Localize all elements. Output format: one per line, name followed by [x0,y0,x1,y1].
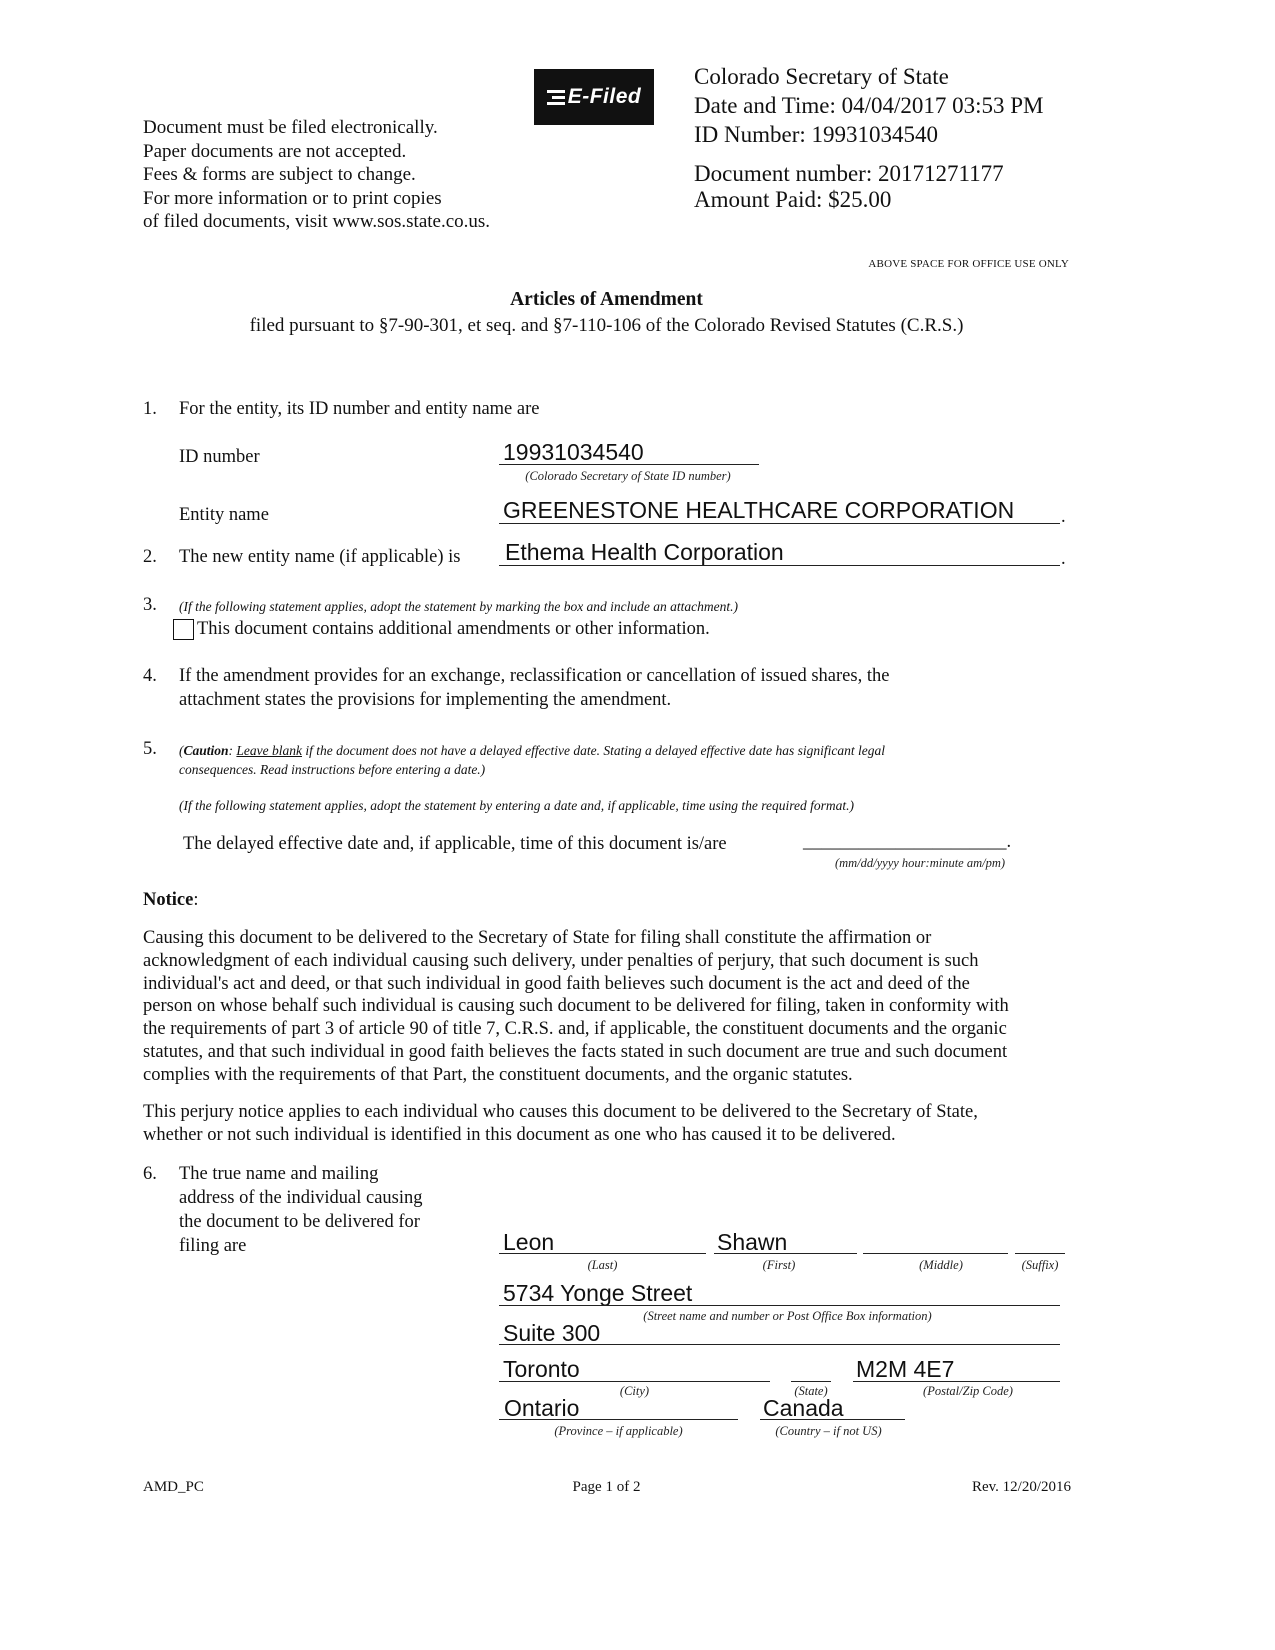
caution-text: if the document does not have a delayed effective date. Stating a delayed effective date has significant legal [302,743,885,758]
document-subtitle: filed pursuant to §7-90-301, et seq. and §7-110-106 of the Colorado Revised Statutes (C.R.S.) [249,315,964,336]
office-use-label: ABOVE SPACE FOR OFFICE USE ONLY [868,258,1069,270]
delayed-date-caption: (mm/dd/yyyy hour:minute am/pm) [834,856,1006,870]
notice-line: the requirements of part 3 of article 90 of title 7, C.R.S. and, if applicable, the constituent documents and the organic [143,1019,1007,1040]
street2-underline [499,1344,1060,1345]
middle-caption: (Middle) [919,1258,963,1272]
country-caption: (Country – if not US) [775,1424,882,1438]
item-number: 2. [143,547,157,567]
province-caption: (Province – if applicable) [554,1424,683,1438]
state-caption: (State) [794,1384,828,1398]
item3-instruction: (If the following statement applies, adopt the statement by marking the box and include an attachment.) [179,599,739,614]
country-field[interactable]: Canada [763,1395,844,1421]
delayed-date-field[interactable]: ______________________. [803,832,1012,852]
id-number-underline [499,464,759,465]
last-name-field[interactable]: Leon [503,1229,555,1255]
document-number: Document number: 20171271177 [694,161,1004,186]
entity-name-label: Entity name [179,505,269,525]
city-field[interactable]: Toronto [503,1356,580,1382]
office-name: Colorado Secretary of State [694,64,949,89]
notice-line: statutes, and that such individual in good faith believes the facts stated in such document are true and such document [143,1041,1008,1062]
last-caption: (Last) [587,1258,618,1272]
new-entity-name-period: . [1061,549,1066,569]
logo-text: E-Filed [567,85,642,108]
e-filed-logo [534,69,654,125]
notice-line: Paper documents are not accepted. [143,140,407,162]
item6-text [179,1162,423,1258]
notice-line: Causing this document to be delivered to the Secretary of State for filing shall constitute the affirmation or [143,928,932,948]
notice-line: of filed documents, visit www.sos.state.co.us. [143,211,491,232]
entity-name-underline [499,523,1060,524]
notice-line: For more information or to print copies [143,187,442,209]
office-stamp-doc [694,161,1004,213]
city-underline [499,1381,770,1382]
item6-line: The true name and mailing [179,1164,379,1184]
item-number: 6. [143,1164,157,1184]
notice-line: Document must be filed electronically. [143,117,438,138]
id-number-caption: (Colorado Secretary of State ID number) [525,469,731,483]
new-entity-name-field[interactable]: Ethema Health Corporation [505,539,784,565]
street-underline [499,1305,1060,1306]
zip-field[interactable]: M2M 4E7 [856,1356,955,1382]
street2-field[interactable]: Suite 300 [503,1320,601,1346]
item4-line: attachment states the provisions for implementing the amendment. [179,690,672,710]
item4-text [179,664,889,712]
id-number-label: ID number [179,447,260,467]
additional-amendments-checkbox[interactable] [173,619,194,640]
entity-name-field[interactable]: GREENESTONE HEALTHCARE CORPORATION [503,497,1015,523]
first-name-underline [714,1253,857,1254]
first-name-field[interactable]: Shawn [717,1229,788,1255]
item-number: 5. [143,739,157,759]
filing-notice [143,116,490,234]
notice-line: This perjury notice applies to each individual who causes this document to be delivered to the Secretary of State, [143,1102,978,1122]
notice-title: Notice [143,890,194,910]
country-underline [760,1419,905,1420]
zip-underline [853,1381,1060,1382]
item6-line: filing are [179,1236,247,1256]
speed-lines-icon [547,87,565,108]
suffix-caption: (Suffix) [1021,1258,1059,1272]
notice-line: acknowledgment of each individual causing such delivery, under penalties of perjury, that such document is such [143,950,979,971]
item1-text: For the entity, its ID number and entity name are [179,399,540,419]
notice-colon: : [193,890,199,910]
item-number: 1. [143,399,157,419]
notice-paragraph-1 [143,927,1009,1087]
new-entity-name-underline [499,565,1060,566]
page-number: Page 1 of 2 [572,1479,641,1495]
form-code: AMD_PC [143,1479,204,1495]
notice-line: whether or not such individual is identified in this document as one who has caused it to be delivered. [143,1125,896,1145]
notice-line: Fees & forms are subject to change. [143,164,416,185]
item6-line: the document to be delivered for [179,1212,420,1232]
city-caption: (City) [619,1384,650,1398]
notice-line: individual's act and deed, or that such individual in good faith believes such document is the act and deed of the [143,973,970,994]
office-stamp [694,62,1044,149]
filing-datetime: Date and Time: 04/04/2017 03:53 PM [694,93,1044,118]
caution-text-2: consequences. Read instructions before entering a date.) [179,762,486,777]
suffix-underline [1015,1253,1065,1254]
notice-paragraph-2 [143,1101,978,1147]
first-caption: (First) [762,1258,796,1272]
province-field[interactable]: Ontario [504,1395,580,1421]
document-title: Articles of Amendment [510,289,703,310]
item5-instruction: (If the following statement applies, adopt the statement by entering a date and, if applicable, time using the required format.) [179,798,855,813]
caution-label: Caution [183,743,229,758]
revision-date: Rev. 12/20/2016 [971,1479,1071,1495]
item4-line: If the amendment provides for an exchange, reclassification or cancellation of issued shares, the [179,666,890,686]
middle-name-underline [863,1253,1008,1254]
item3-text: This document contains additional amendments or other information. [197,619,710,639]
item5-caution: (Caution: Leave blank if the document does not have a delayed effective date. Stating a delayed effective date has significant legal consequences. Read instructions before entering a date.) [179,743,885,777]
province-underline [499,1419,738,1420]
office-id-number: ID Number: 19931034540 [694,122,939,147]
item-number: 3. [143,595,157,615]
id-number-field[interactable]: 19931034540 [503,439,644,465]
entity-name-period: . [1061,507,1066,527]
item-number: 4. [143,666,157,686]
zip-caption: (Postal/Zip Code) [923,1384,1013,1398]
item6-line: address of the individual causing [179,1188,423,1208]
notice-line: person on whose behalf such individual is causing such document to be delivered for filing, taken in conformity with [143,996,1009,1017]
delayed-date-text: The delayed effective date and, if applicable, time of this document is/are [183,834,727,854]
street-caption: (Street name and number or Post Office Box information) [643,1309,932,1323]
amount-paid: Amount Paid: $25.00 [694,187,892,212]
item2-text: The new entity name (if applicable) is [179,547,461,567]
notice-heading [143,888,198,912]
street-field[interactable]: 5734 Yonge Street [503,1280,693,1306]
state-underline [791,1381,831,1382]
leave-blank-label: Leave blank [236,743,303,758]
last-name-underline [499,1253,706,1254]
notice-line: complies with the requirements of that Part, the constituent documents, and the organic statutes. [143,1064,853,1085]
